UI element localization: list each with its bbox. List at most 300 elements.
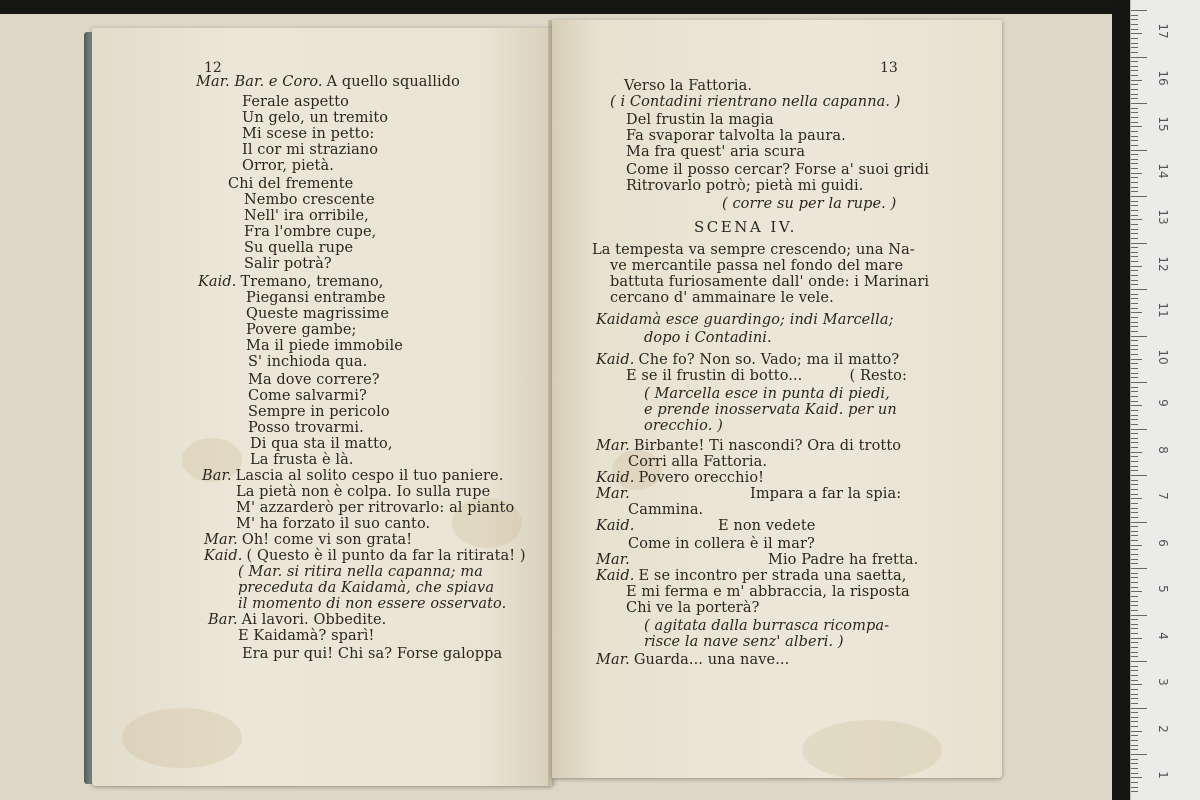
ruler-tick [1131,777,1142,778]
ruler-tick [1131,215,1138,216]
ruler-tick [1131,424,1138,425]
ruler-tick [1131,15,1138,16]
page-number-right: 13 [880,60,898,76]
ruler-tick [1131,754,1147,755]
line-text: E mi ferma e m' abbraccia, la risposta [626,584,910,600]
stage-direction-line [644,386,890,402]
stage-direction-line [644,418,723,434]
line-text: Orror, pietà. [242,158,334,174]
ruler-tick [1131,763,1138,764]
ruler-tick [1131,429,1147,430]
ruler-tick [1131,298,1138,299]
line-text: E non vedete [718,518,816,534]
line-text: Fa svaporar talvolta la paura. [626,128,846,144]
line-text: risce la nave senz' alberi. ) [644,634,844,650]
ruler-tick [1131,252,1138,253]
ruler-tick [1131,126,1142,127]
line-text: Mi scese in petto: [242,126,375,142]
ruler-tick [1131,768,1138,769]
verse-line [628,536,815,552]
ruler-number: 6 [1156,538,1170,547]
verse-line [238,628,374,644]
ruler-tick [1131,712,1138,713]
line-text: A quello squallido [326,74,460,90]
verse-line [244,192,375,208]
ruler-tick [1131,57,1147,58]
ruler-tick [1131,698,1138,699]
ruler-tick [1131,587,1138,588]
ruler-tick [1131,233,1138,234]
stage-direction-line [722,196,896,212]
ruler-tick [1131,224,1138,225]
ruler-tick [1131,540,1138,541]
line-text: La pietà non è colpa. Io sulla rupe [236,484,491,500]
line-text: E Kaidamà? sparì! [238,628,375,644]
ruler-tick [1131,187,1138,188]
ruler-number: 13 [1156,209,1170,225]
ruler-tick [1131,782,1138,783]
verse-line [236,484,490,500]
ruler-tick [1131,787,1138,788]
verse-line [244,208,369,224]
ruler-tick [1131,628,1138,629]
ruler-tick [1131,633,1138,634]
verse-line [228,176,353,192]
ruler-tick [1131,749,1138,750]
ruler-tick [1131,308,1138,309]
speaker-name: Kaid. [596,470,635,486]
line-text: Come il posso cercar? Forse a' suoi gridi [626,162,930,178]
line-text: Chi ve la porterà? [626,600,760,616]
speaker-name: Kaid. [198,274,237,290]
ruler-tick [1131,484,1138,485]
ruler-tick [1131,531,1138,532]
scene-heading: SCENA IV. [694,218,797,236]
line-text: ve mercantile passa nel fondo del mare [610,258,904,274]
ruler-tick [1131,745,1138,746]
line-text: Lascia al solito cespo il tuo paniere. [235,468,504,484]
ruler-number: 12 [1156,255,1170,272]
verse-line [242,94,349,110]
stage-direction-line [610,94,901,110]
verse-line [610,258,903,274]
stage-direction-line [644,330,772,346]
ruler-tick [1131,150,1147,151]
ruler-tick [1131,75,1138,76]
ruler-tick [1131,29,1138,30]
ruler-tick [1131,559,1138,560]
line-text: Era pur qui! Chi sa? Forse galoppa [242,646,503,662]
line-text: ( Marcella esce in punta di piedi, [644,386,890,402]
ruler-tick [1131,173,1142,174]
verse-line [246,338,403,354]
ruler-tick [1131,317,1138,318]
ruler-tick [1131,470,1138,471]
ruler-tick [1131,442,1138,443]
line-text: Queste magrissime [246,306,390,322]
line-text: M' azzarderò per ritrovarlo: al pianto [236,500,515,516]
ruler-tick [1131,726,1138,727]
verse-line [236,500,514,516]
ruler-tick [1131,456,1138,457]
verse-line [596,486,901,502]
ruler-tick [1131,131,1138,132]
verse-line [596,552,918,568]
verse-line [244,240,353,256]
verse-line [626,162,929,178]
line-text: Birbante! Ti nascondi? Ora di trotto [633,438,902,454]
line-text: Piegansi entrambe [246,290,386,306]
speaker-name: Kaid. [596,568,635,584]
line-text: Che fo? Non so. Vado; ma il matto? [638,352,900,368]
verse-line [626,600,759,616]
ruler-tick [1131,363,1138,364]
ruler-tick [1131,84,1138,85]
line-text: Fra l'ombre cupe, [244,224,377,240]
ruler-tick [1131,573,1138,574]
verse-line [626,112,774,128]
ruler-tick [1131,261,1138,262]
ruler-tick [1131,382,1147,383]
verse-line [242,646,502,662]
line-text: e prende inosservata Kaid. per un [644,402,897,418]
line-text: Un gelo, un tremito [242,110,389,126]
ruler-tick [1131,98,1138,99]
line-text: La frusta è là. [250,452,354,468]
measuring-ruler [1130,0,1200,800]
ruler-tick [1131,503,1138,504]
ruler-tick [1131,475,1147,476]
verse-line [610,274,929,290]
ruler-tick [1131,47,1138,48]
ruler-tick [1131,140,1138,141]
line-text: Salir potrà? [244,256,332,272]
verse-line [626,368,907,384]
ruler-tick [1131,433,1138,434]
verse-line [626,128,846,144]
ruler-tick [1131,10,1147,11]
ruler-number: 4 [1156,631,1170,640]
line-text: Cammina. [628,502,704,518]
ruler-tick [1131,721,1138,722]
ruler-tick [1131,652,1138,653]
speaker-name: Mar. Bar. e Coro. [196,74,323,90]
line-text: Ai lavori. Obbedite. [241,612,387,628]
ruler-tick [1131,52,1138,53]
verse-line [204,548,526,564]
speaker-name: Mar. [596,552,630,568]
verse-line [248,372,380,388]
ruler-tick [1131,512,1138,513]
ruler-tick [1131,401,1138,402]
paper-stain [122,708,242,768]
stage-direction-line [596,312,894,328]
line-text: M' ha forzato il suo canto. [236,516,431,532]
verse-line [242,158,334,174]
line-text: Ma fra quest' aria scura [626,144,806,160]
line-text: Di qua sta il matto, [250,436,393,452]
ruler-tick [1131,33,1142,34]
verse-line [204,532,412,548]
ruler-number: 5 [1156,585,1170,593]
verse-line [596,568,907,584]
ruler-tick [1131,182,1138,183]
ruler-tick [1131,708,1147,709]
verse-line [198,274,384,290]
page-number-left: 12 [204,60,222,76]
ruler-tick [1131,103,1147,104]
verse-line [624,78,752,94]
ruler-tick [1131,243,1147,244]
ruler-tick [1131,326,1138,327]
verse-line [626,178,863,194]
ruler-tick [1131,480,1138,481]
ruler-tick [1131,238,1138,239]
verse-line [244,224,376,240]
ruler-tick [1131,247,1138,248]
ruler-tick [1131,522,1147,523]
line-text: Povero orecchio! [638,470,765,486]
line-text: Kaidamà esce guardingo; indi Marcella; [596,312,894,328]
ruler-tick [1131,694,1138,695]
speaker-name: Mar. [596,486,630,502]
speaker-name: Kaid. [596,518,635,534]
speaker-name: Kaid. [596,352,635,368]
line-text: orecchio. ) [644,418,723,434]
ruler-number: 2 [1156,724,1170,733]
ruler-tick [1131,61,1138,62]
verse-line [202,468,503,484]
ruler-tick [1131,615,1147,616]
line-text: Del frustin la magia [626,112,774,128]
line-text: Tremano, tremano, [240,274,384,290]
ruler-number: 15 [1156,116,1170,132]
ruler-tick [1131,191,1138,192]
verse-line [246,306,389,322]
ruler-tick [1131,136,1138,137]
ruler-tick [1131,591,1142,592]
verse-line [628,502,703,518]
ruler-tick [1131,289,1147,290]
ruler-tick [1131,368,1138,369]
line-text: dopo i Contadini. [644,330,772,346]
ruler-tick [1131,377,1138,378]
verse-line [244,256,332,272]
ruler-tick [1131,638,1142,639]
ruler-tick [1131,517,1138,518]
ruler-tick [1131,759,1138,760]
ruler-tick [1131,359,1142,360]
ruler-tick [1131,740,1138,741]
ruler-number: 1 [1156,771,1170,779]
verse-line [626,584,910,600]
ruler-tick [1131,717,1138,718]
line-text: ( Mar. si ritira nella capanna; ma [238,564,483,580]
ruler-tick [1131,610,1138,611]
verse-line [626,144,805,160]
line-text: preceduta da Kaidamà, che spiava [238,580,495,596]
ruler-tick [1131,661,1147,662]
ruler-tick [1131,117,1138,118]
ruler-tick [1131,303,1138,304]
line-text: Ritrovarlo potrò; pietà mi guidi. [626,178,864,194]
line-text: Come salvarmi? [248,388,367,404]
ruler-tick [1131,703,1138,704]
line-text: Sempre in pericolo [248,404,390,420]
verse-line [242,110,388,126]
ruler-tick [1131,322,1138,323]
photo-backdrop-dark-strip [1112,0,1132,800]
ruler-tick [1131,19,1138,20]
line-text: Ma il piede immobile [246,338,403,354]
line-text: S' inchioda qua. [248,354,368,370]
ruler-tick [1131,256,1138,257]
verse-line [250,452,354,468]
line-text: battuta furiosamente dall' onde: i Marinari [610,274,930,290]
line-text: Corri alla Fattoria. [628,454,768,470]
stage-direction-line [644,402,897,418]
ruler-tick [1131,345,1138,346]
ruler-tick [1131,373,1138,374]
line-text: ( corre su per la rupe. ) [722,196,897,212]
line-text: Il cor mi straziano [242,142,379,158]
line-text: La tempesta va sempre crescendo; una Na- [592,242,915,258]
speaker-name: Mar. [596,652,630,668]
ruler-number: 7 [1156,492,1170,500]
ruler-tick [1131,294,1138,295]
ruler-number: 3 [1156,678,1170,686]
ruler-number: 17 [1156,23,1170,39]
ruler-tick [1131,112,1138,113]
verse-line [242,142,378,158]
ruler-tick [1131,791,1138,792]
line-text: Oh! come vi son grata! [241,532,413,548]
line-text: Verso la Fattoria. [624,78,753,94]
ruler-tick [1131,94,1138,95]
ruler-tick [1131,89,1138,90]
line-text: Su quella rupe [244,240,354,256]
ruler-tick [1131,554,1138,555]
verse-line [628,454,767,470]
ruler-tick [1131,545,1142,546]
line-text: Ferale aspetto [242,94,349,110]
speaker-name: Mar. [596,438,630,454]
ruler-tick [1131,387,1138,388]
ruler-tick [1131,642,1138,643]
verse-line [596,518,815,534]
ruler-tick [1131,163,1138,164]
ruler-tick [1131,266,1142,267]
ruler-tick [1131,419,1138,420]
ruler-tick [1131,340,1138,341]
line-text: ( i Contadini rientrano nella capanna. ) [610,94,901,110]
ruler-tick [1131,122,1138,123]
ruler-tick [1131,447,1138,448]
verse-line [248,388,367,404]
ruler-tick [1131,391,1138,392]
ruler-number: 10 [1156,348,1170,365]
ruler-tick [1131,415,1138,416]
ruler-tick [1131,666,1138,667]
verse-line [610,290,834,306]
ruler-tick [1131,582,1138,583]
ruler-tick [1131,108,1138,109]
ruler-tick [1131,605,1138,606]
verse-line [596,470,764,486]
verse-line [248,420,364,436]
verse-line [596,438,901,454]
ruler-tick [1131,684,1142,685]
ruler-tick [1131,201,1138,202]
speaker-name: Bar. [202,468,232,484]
ruler-tick [1131,410,1138,411]
stage-direction-line [644,634,844,650]
ruler-tick [1131,577,1138,578]
line-text: ( Questo è il punto da far la ritirata! ) [246,548,526,564]
ruler-tick [1131,205,1138,206]
verse-line [196,74,460,90]
ruler-tick [1131,66,1138,67]
ruler-tick [1131,312,1142,313]
ruler-tick [1131,24,1138,25]
ruler-number: 16 [1156,69,1170,86]
ruler-tick [1131,647,1138,648]
ruler-tick [1131,670,1138,671]
line-text: Posso trovarmi. [248,420,364,436]
ruler-tick [1131,689,1138,690]
stage-direction-line [644,618,889,634]
ruler-tick [1131,549,1138,550]
ruler-tick [1131,270,1138,271]
ruler-tick [1131,773,1138,774]
ruler-tick [1131,336,1147,337]
ruler-tick [1131,535,1138,536]
ruler-tick [1131,526,1138,527]
speaker-name: Bar. [208,612,238,628]
ruler-tick [1131,168,1138,169]
line-text: ( agitata dalla burrasca ricompa- [644,618,890,634]
line-text: Guarda... una nave... [633,652,790,668]
ruler-tick [1131,210,1138,211]
line-text: Nembo crescente [244,192,375,208]
verse-line [246,290,386,306]
line-text: Ma dove correre? [248,372,380,388]
ruler-tick [1131,680,1138,681]
ruler-tick [1131,489,1138,490]
ruler-tick [1131,461,1138,462]
line-text: Impara a far la spia: [750,486,902,502]
ruler-number: 14 [1156,162,1170,179]
ruler-tick [1131,731,1142,732]
line-text: Povere gambe; [246,322,357,338]
ruler-tick [1131,624,1138,625]
ruler-tick [1131,568,1147,569]
ruler-number: 8 [1156,445,1170,454]
ruler-tick [1131,405,1142,406]
verse-line [208,612,386,628]
line-text: Chi del fremente [228,176,354,192]
verse-line [248,354,367,370]
stage-direction-line [238,580,494,596]
verse-line [246,322,357,338]
line-text: il momento di non essere osservato. [238,596,507,612]
ruler-tick [1131,498,1142,499]
ruler-tick [1131,145,1138,146]
ruler-tick [1131,354,1138,355]
speaker-name: Mar. [204,532,238,548]
ruler-tick [1131,494,1138,495]
ruler-tick [1131,675,1138,676]
